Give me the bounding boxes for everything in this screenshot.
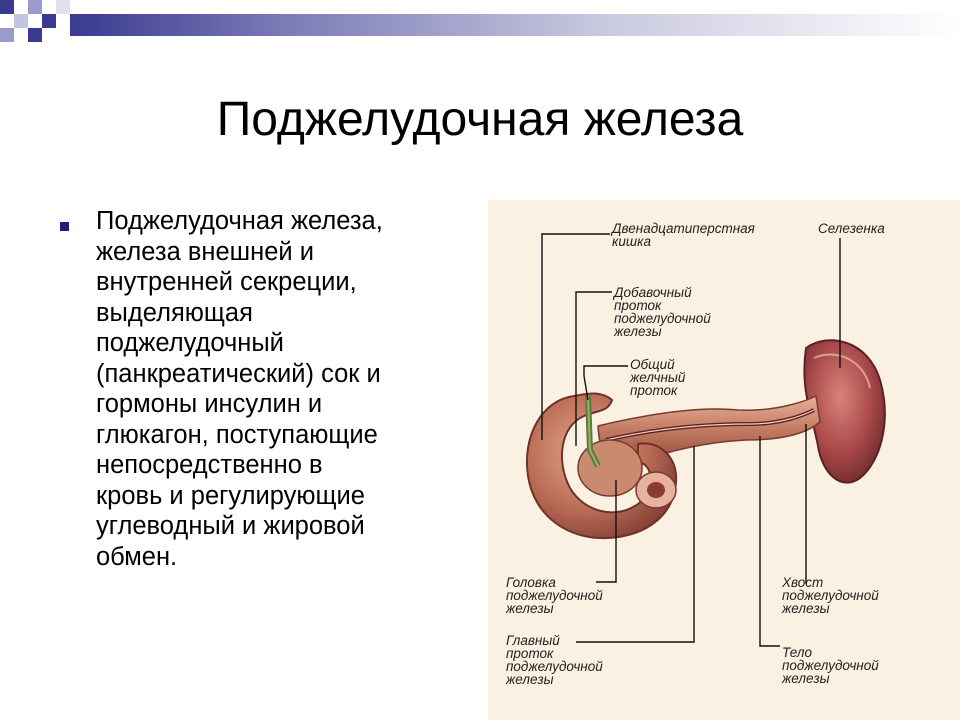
deco-square: [28, 28, 42, 42]
label-pancreas-head: Головка поджелудочной железы: [506, 575, 603, 616]
label-main-duct: Главный проток поджелудочной железы: [506, 633, 603, 687]
label-accessory-duct: Добавочный проток поджелудочной железы: [614, 285, 711, 339]
body-line: глюкагон, поступающие: [96, 420, 378, 449]
body-line: кровь и регулирующие: [96, 481, 365, 510]
body-line: углеводный и жировой: [96, 512, 365, 540]
slide-body-text: [96, 206, 476, 572]
label-spleen: Селезенка: [818, 221, 885, 236]
deco-square: [0, 28, 14, 42]
pancreas-illustration: [488, 200, 960, 720]
slide-title: Поджелудочная железа: [216, 93, 744, 146]
deco-square: [0, 0, 14, 14]
body-line: железа внешней и: [96, 237, 314, 266]
body-line: (панкреатический) сок и: [96, 359, 381, 388]
body-line: гормоны инсулин и: [96, 390, 323, 418]
deco-square: [42, 14, 56, 28]
deco-square: [56, 0, 70, 14]
body-line: Поджелудочная железа,: [96, 207, 383, 235]
body-line: непосредственно в: [96, 451, 323, 479]
gradient-stripe: [70, 14, 960, 36]
label-duodenum: Двенадцатиперстная кишка: [612, 221, 755, 249]
label-pancreas-body: Тело поджелудочной железы: [782, 645, 879, 686]
deco-square: [28, 0, 42, 14]
body-line: внутренней секреции,: [96, 268, 357, 296]
label-pancreas-tail: Хвост поджелудочной железы: [782, 575, 879, 616]
decorative-header-band: [0, 0, 960, 52]
deco-square: [14, 14, 28, 28]
body-line: обмен.: [96, 542, 178, 571]
bullet-marker: [60, 222, 69, 231]
body-line: поджелудочный: [96, 329, 284, 357]
label-common-bile-duct: Общий желчный проток: [630, 357, 686, 398]
body-line: выделяющая: [96, 298, 253, 327]
